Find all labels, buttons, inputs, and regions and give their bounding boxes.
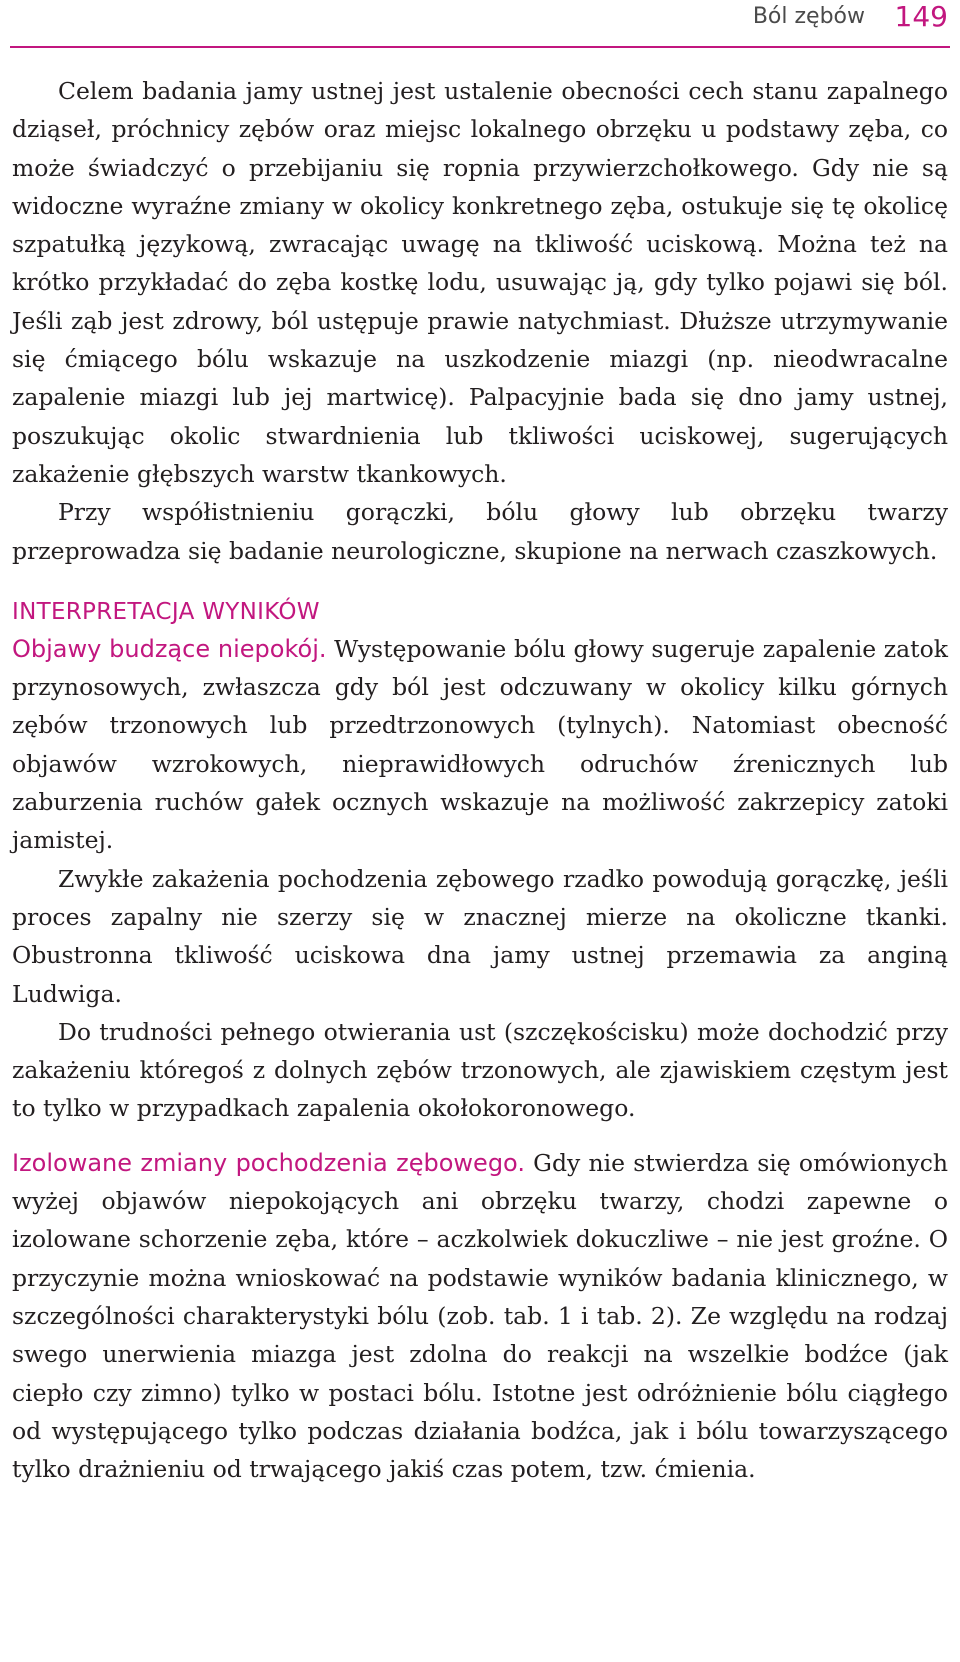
running-title: Ból zębów [752,4,865,29]
paragraph-examination: Celem badania jamy ustnej jest ustalenie obecności cech stanu zapalnego dziąseł, próchnicy zębów oraz miejsc lokalnego obrzęku u podstawy zęba, co może świadczyć o przebijaniu się ropnia przywierzchołkowego. Gdy nie są widoczne wyraźne zmiany w okolicy konkretnego zęba, ostukuje się tę okolicę szpatułką językową, zwracając uwagę na tkliwość uciskową. Można też na krótko przykładać do zęba kostkę lodu, usuwając ją, gdy tylko pojawi się ból. Jeśli ząb jest zdrowy, ból ustępuje prawie natychmiast. Dłuższe utrzymywanie się ćmiącego bólu wskazuje na uszkodzenie miazgi (np. nieodwracalne zapalenie miazgi lub jej martwicę). Palpacyjnie bada się dno jamy ustnej, poszukując okolic stwardnienia lub tkliwości uciskowej, sugerujących zakażenie głębszych warstw tkankowych. [12,77,948,488]
page-number: 149 [894,0,948,33]
paragraph-fever: Zwykłe zakażenia pochodzenia zębowego rzadko powodują gorączkę, jeśli proces zapalny nie szerzy się w znacznej mierze na okoliczne tkanki. Obustronna tkliwość uciskowa dna jamy ustnej przemawia za anginą Ludwiga. [12,864,948,1008]
paragraph-warning-signs [12,630,948,860]
page-body [12,72,948,1488]
running-header [10,0,950,48]
paragraph-neurological-exam: Przy współistnieniu gorączki, bólu głowy lub obrzęku twarzy przeprowadza się badanie neurologiczne, skupione na nerwach czaszkowych. [12,498,948,565]
paragraph-text-isolated-changes: Gdy nie stwierdza się omówionych wyżej objawów niepokojących ani obrzęku twarzy, chodzi zapewne o izolowane schorzenie zęba, które – aczkolwiek dokuczliwe – nie jest groźne. O przyczynie można wnioskować na podstawie wyników badania klinicznego, w szczególności charakterystyki bólu (zob. tab. 1 i tab. 2). Ze względu na rodzaj swego unerwienia miazga jest zdolna do reakcji na wszelkie bodźce (jak ciepło czy zimno) tylko w postaci bólu. Istotne jest odróżnienie bólu ciągłego od występującego tylko podczas działania bodźca, jak i bólu towarzyszącego tylko drażnieniu od trwającego jakiś czas potem, tzw. ćmienia. [12,1148,949,1484]
paragraph-lead-isolated-changes: Izolowane zmiany pochodzenia zębowego. [12,1148,525,1177]
section-heading: INTERPRETACJA WYNIKÓW [12,598,320,625]
paragraph-trismus: Do trudności pełnego otwierania ust (szczękościsku) może dochodzić przy zakażeniu któregoś z dolnych zębów trzonowych, ale zjawiskiem częstym jest to tylko w przypadkach zapalenia okołokoronowego. [12,1017,948,1123]
paragraph-text-warning-signs: Występowanie bólu głowy sugeruje zapalenie zatok przynosowych, zwłaszcza gdy ból jest odczuwany w okolicy kilku górnych zębów trzonowych lub przedtrzonowych (tylnych). Natomiast obecność objawów wzrokowych, nieprawidłowych odruchów źrenicznych lub zaburzenia ruchów gałek ocznych wskazuje na możliwość zakrzepicy zatoki jamistej. [12,634,948,855]
paragraph-lead-warning-signs: Objawy budzące niepokój. [12,634,327,663]
paragraph-isolated-changes [12,1144,948,1489]
spacer [12,1128,948,1144]
